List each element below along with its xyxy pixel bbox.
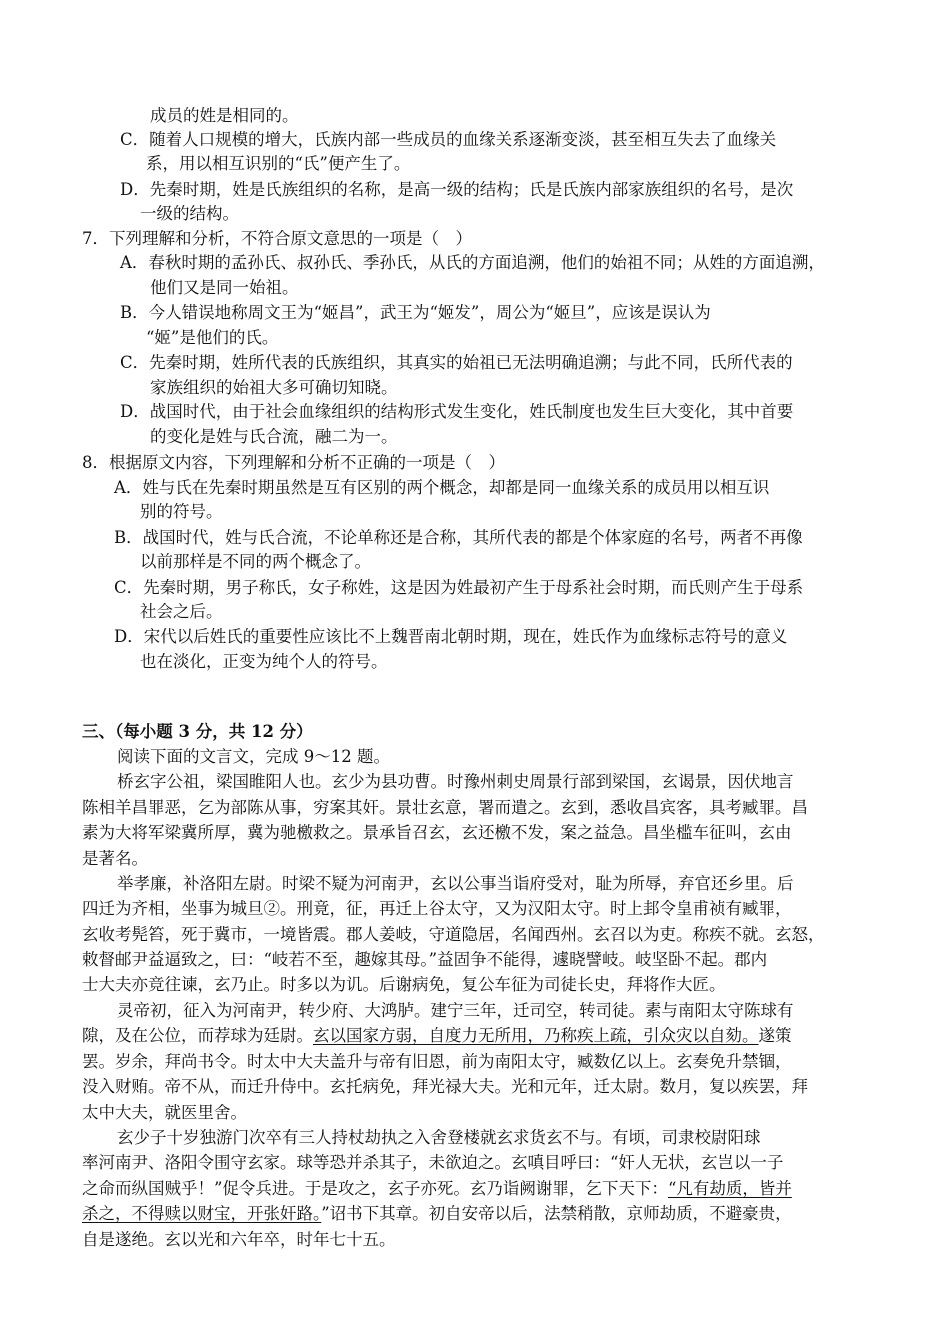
passage-p3-line5: 太中大夫，就医里舍。: [82, 1103, 247, 1122]
passage-p3-line2: [82, 1024, 792, 1048]
q6-option-d-line2: 一级的结构。: [140, 204, 239, 223]
passage-p2-line3: 玄收考髡笞，死于冀市，一境皆震。郡人姜岐，守道隐居，名闻西州。玄召以为吏。称疾不就。玄怒，: [82, 925, 825, 944]
passage-p4-line4: [82, 1202, 792, 1226]
passage-p3-line2-pre: 隙，及在公位，而荐球为廷尉。: [82, 1026, 313, 1045]
passage-p4-line3: [82, 1177, 792, 1201]
q8-option-a-line2: 别的符号。: [140, 502, 223, 521]
underlined-sentence-2-part1: “凡有劫质，皆并: [667, 1179, 792, 1198]
passage-p2-line4: 敕督邮尹益逼致之，曰：“岐若不至，趣嫁其母。”益固争不能得，遽晓譬岐。岐坚卧不起。郡内: [82, 950, 768, 969]
passage-p4-line1: 玄少子十岁独游门次卒有三人持杖劫执之入舍登楼就玄求货玄不与。有顷，司隶校尉阳球: [117, 1128, 761, 1147]
q8-option-d-line1: D．宋代以后姓氏的重要性应该比不上魏晋南北朝时期，现在，姓氏作为血缘标志符号的意义: [114, 627, 788, 646]
q6-option-b-line2: 成员的姓是相同的。: [150, 106, 299, 125]
underlined-sentence-2-part2: 杀之，不得赎以财宝，开张奸路。: [82, 1204, 322, 1223]
q8-option-a-line1: A．姓与氏在先秦时期虽然是互有区别的两个概念，却都是同一血缘关系的成员用以相互识: [114, 478, 770, 497]
passage-p2-line1: 举孝廉，补洛阳左尉。时梁不疑为河南尹，玄以公事当诣府受对，耻为所辱，弃官还乡里。后: [117, 874, 794, 893]
passage-p1-line1: 桥玄字公祖，梁国睢阳人也。玄少为县功曹。时豫州刺史周景行部到梁国，玄谒景，因伏地言: [117, 772, 794, 791]
passage-p4-line3-pre: 之命而纵国贼乎！”促令兵进。于是攻之，玄子亦死。玄乃诣阙谢罪，乞下天下：: [82, 1179, 668, 1198]
q7-option-d-line2: 的变化是姓与氏合流，融二为一。: [150, 427, 398, 446]
q6-option-c-line1: C．随着人口规模的增大，氏族内部一些成员的血缘关系逐渐变淡，甚至相互失去了血缘关: [120, 130, 777, 149]
q6-option-c-line2: 系，用以相互识别的“氏”便产生了。: [146, 154, 411, 173]
passage-p1-line4: 是著名。: [82, 849, 148, 868]
passage-p4-line5: 自是遂绝。玄以光和六年卒，时年七十五。: [82, 1230, 396, 1249]
q7-option-b-line1: B．今人错误地称周文王为“姬昌”，武王为“姬发”，周公为“姬旦”，应该是误认为: [120, 303, 711, 322]
section3-heading-text: （每小题 3 分，共 12 分）: [115, 722, 313, 741]
q8-option-b-line1: B．战国时代，姓与氏合流，不论单称还是合称，其所代表的都是个体家庭的名号，两者不再像: [114, 528, 803, 547]
passage-p2-line5: 士大夫亦竞往谏，玄乃止。时多以为讥。后谢病免，复公车征为司徒长史，拜将作大匠。: [82, 975, 726, 994]
q8-option-d-line2: 也在淡化，正变为纯个人的符号。: [140, 652, 388, 671]
passage-p4-line4-post: ”诏书下其章。初自安帝以后，法禁稍散，京师劫质，不避豪贵，: [321, 1204, 792, 1223]
section3-instruction: 阅读下面的文言文，完成 9～12 题。: [117, 747, 390, 766]
q7-option-a-line1: A．春秋时期的孟孙氏、叔孙氏、季孙氏，从氏的方面追溯，他们的始祖不同；从姓的方面追溯，: [120, 253, 825, 272]
section3-heading: [82, 720, 313, 744]
passage-p1-line3: 素为大将军梁冀所厚，冀为驰檄救之。景承旨召玄，玄还檄不发，案之益急。昌坐槛车征叫，玄由: [82, 823, 792, 842]
underlined-sentence-1: 玄以国家方弱，自度力无所用，乃称疾上疏，引众灾以自劾。: [313, 1026, 759, 1045]
passage-p3-line4: 没入财贿。帝不从，而迁升侍中。玄托病免，拜光禄大夫。光和元年，迁太尉。数月，复以疾罢，拜: [82, 1077, 808, 1096]
q8-option-b-line2: 以前那样是不同的两个概念了。: [140, 552, 371, 571]
passage-p2-line2: 四迁为齐相，坐事为城旦②。刑竟，征，再迁上谷太守，又为汉阳太守。时上邽令皇甫祯有臧罪，: [82, 899, 792, 918]
q6-option-d-line1: D．先秦时期，姓是氏族组织的名称，是高一级的结构；氏是氏族内部家族组织的名号，是次: [120, 180, 794, 199]
passage-p3-line1: 灵帝初，征入为河南尹，转少府、大鸿胪。建宁三年，迁司空，转司徒。素与南阳太守陈球有: [117, 1001, 794, 1020]
section3-heading-num: 三、: [82, 722, 115, 741]
q7-option-c-line2: 家族组织的始祖大多可确切知晓。: [150, 378, 398, 397]
q7-option-c-line1: C．先秦时期，姓所代表的氏族组织，其真实的始祖已无法明确追溯；与此不同，氏所代表的: [120, 353, 793, 372]
q8-option-c-line2: 社会之后。: [140, 602, 223, 621]
passage-p4-line2: 率河南尹、洛阳令围守玄家。球等恐并杀其子，未欲迫之。玄嗔目呼曰：“奸人无状，玄岂以一子: [82, 1153, 784, 1172]
q7-option-d-line1: D．战国时代，由于社会血缘组织的结构形式发生变化，姓氏制度也发生巨大变化，其中首要: [120, 402, 794, 421]
passage-p1-line2: 陈相羊昌罪恶，乞为部陈从事，穷案其奸。景壮玄意，署而遣之。玄到，悉收昌宾客，具考臧罪。昌: [82, 798, 808, 817]
q7-option-b-line2: “姬”是他们的氏。: [146, 328, 279, 347]
q8-option-c-line1: C．先秦时期，男子称氏，女子称姓，这是因为姓最初产生于母系社会时期，而氏则产生于母系: [114, 578, 804, 597]
q7-stem: 7．下列理解和分析，不符合原文意思的一项是（ ）: [82, 229, 472, 248]
passage-p3-line3: 罢。岁余，拜尚书令。时太中大夫盖升与帝有旧恩，前为南阳太守，臧数亿以上。玄奏免升禁锢，: [82, 1052, 792, 1071]
q8-stem: 8．根据原文内容，下列理解和分析不正确的一项是（ ）: [82, 453, 505, 472]
passage-p3-line2-post: 遂策: [758, 1026, 792, 1045]
q7-option-a-line2: 他们又是同一始祖。: [150, 278, 299, 297]
